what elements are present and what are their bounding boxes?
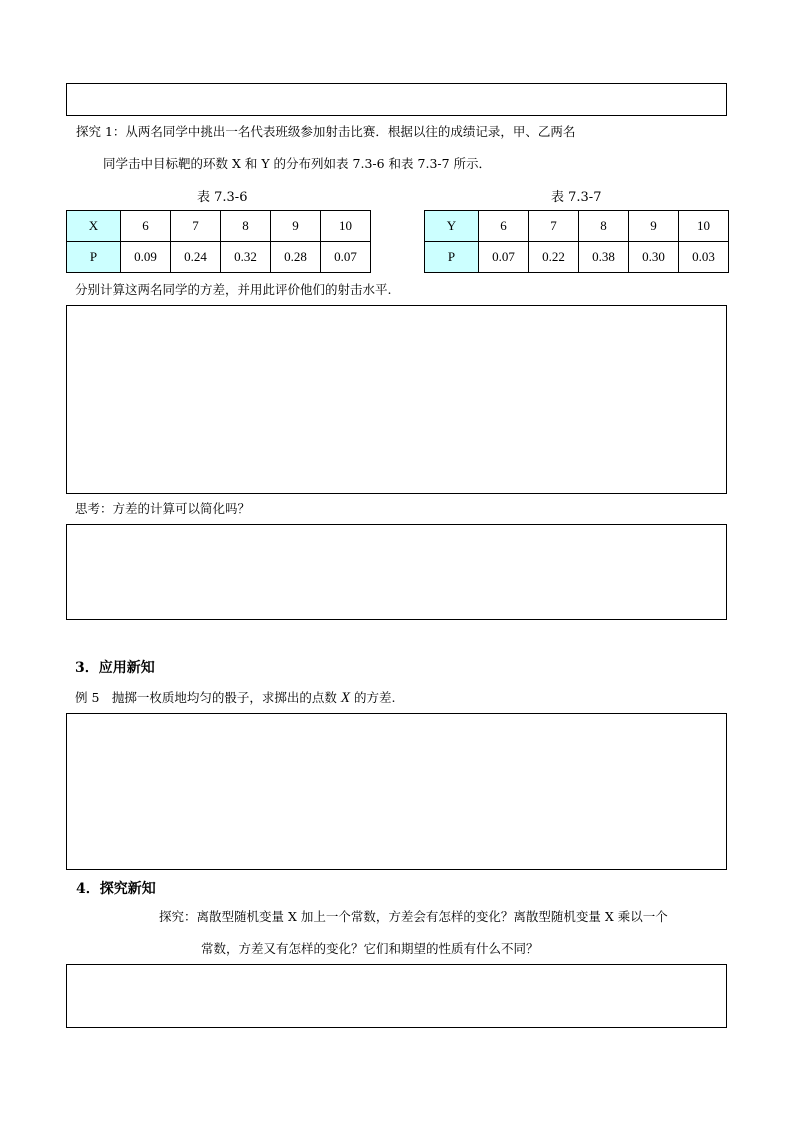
explore1-line1: 探究 1：从两名同学中挑出一名代表班级参加射击比赛．根据以往的成绩记录，甲、乙两名 — [76, 124, 576, 139]
answer-box-example5[interactable] — [66, 713, 727, 870]
table-cell: 10 — [679, 211, 729, 242]
table-cell: 0.38 — [579, 242, 629, 273]
table-cell: 0.32 — [221, 242, 271, 273]
table-cell: 10 — [321, 211, 371, 242]
section4-line1: 探究：离散型随机变量 X 加上一个常数，方差会有怎样的变化？离散型随机变量 X 乘以一个 — [159, 909, 668, 924]
task-text: 分别计算这两名同学的方差，并用此评价他们的射击水平. — [75, 282, 392, 297]
example5-variable: X — [340, 690, 351, 706]
answer-box-top[interactable] — [66, 83, 727, 116]
table-cell: 9 — [271, 211, 321, 242]
section3-title: 3．应用新知 — [75, 660, 155, 676]
example5-suffix: 的方差. — [350, 690, 396, 705]
table2-caption: 表 7.3-7 — [551, 190, 602, 205]
table-header-cell: P — [67, 242, 121, 273]
answer-box-think[interactable] — [66, 524, 727, 620]
table-cell: 8 — [221, 211, 271, 242]
table-cell: 7 — [171, 211, 221, 242]
table-cell: 0.30 — [629, 242, 679, 273]
table-row — [425, 242, 729, 273]
table-header-cell: X — [67, 211, 121, 242]
answer-box-section4[interactable] — [66, 964, 727, 1028]
table1-caption: 表 7.3-6 — [197, 190, 248, 205]
distribution-table-x — [66, 210, 371, 273]
table-header-cell: Y — [425, 211, 479, 242]
table-cell: 0.07 — [321, 242, 371, 273]
think-text: 思考：方差的计算可以简化吗？ — [75, 501, 251, 516]
table-cell: 0.03 — [679, 242, 729, 273]
table-row — [67, 242, 371, 273]
table-row — [425, 211, 729, 242]
explore1-line2: 同学击中目标靶的环数 X 和 Y 的分布列如表 7.3-6 和表 7.3-7 所示． — [103, 156, 492, 171]
table-cell: 7 — [529, 211, 579, 242]
table-cell: 0.07 — [479, 242, 529, 273]
table-cell: 0.22 — [529, 242, 579, 273]
table-cell: 6 — [121, 211, 171, 242]
table-cell: 0.09 — [121, 242, 171, 273]
table-row — [67, 211, 371, 242]
table-cell: 9 — [629, 211, 679, 242]
table-cell: 6 — [479, 211, 529, 242]
table-cell: 8 — [579, 211, 629, 242]
section4-line2: 常数，方差又有怎样的变化？它们和期望的性质有什么不同？ — [201, 941, 539, 956]
table-cell: 0.24 — [171, 242, 221, 273]
table-cell: 0.28 — [271, 242, 321, 273]
section4-title: 4．探究新知 — [76, 881, 156, 897]
distribution-table-y — [424, 210, 729, 273]
example5-text — [75, 690, 396, 706]
example5-prefix: 例 5 抛掷一枚质地均匀的骰子，求掷出的点数 — [75, 690, 341, 705]
answer-box-variance[interactable] — [66, 305, 727, 494]
table-header-cell: P — [425, 242, 479, 273]
